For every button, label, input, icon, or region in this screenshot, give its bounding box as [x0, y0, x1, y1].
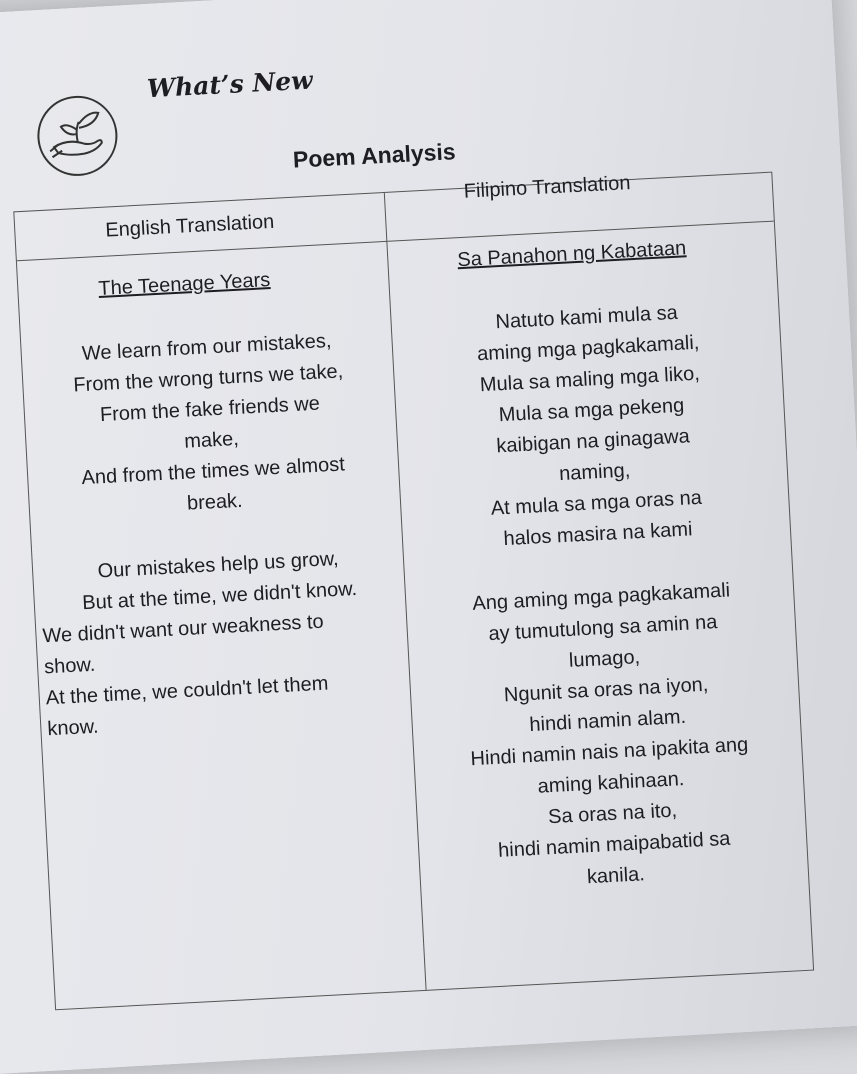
poem-line: show. [43, 653, 96, 679]
poem-line: hindi namin maipabatid sa [497, 827, 731, 862]
poem-line: We learn from our mistakes, [81, 329, 332, 365]
poem-line: aming kahinaan. [537, 768, 685, 798]
poem-line: At the time, we couldn't let them [45, 672, 329, 710]
poem-line: We didn't want our weakness to [41, 610, 325, 648]
english-poem-title: The Teenage Years [97, 269, 271, 301]
poem-line: From the fake friends we [99, 392, 321, 427]
poem-line: lumago, [568, 646, 641, 672]
poem-line: Hindi namin nais na ipakita ang [470, 733, 749, 771]
poem-line: aming mga pagkakamali, [476, 331, 700, 366]
poem-line: ay tumutulong sa amin na [487, 611, 718, 646]
english-column-header: English Translation [104, 210, 275, 242]
poem-line: Ngunit sa oras na iyon, [503, 673, 709, 707]
poem-line: Mula sa mga pekeng [498, 394, 685, 427]
poem-line: know. [46, 715, 100, 741]
poem-line: Our mistakes help us grow, [97, 547, 340, 583]
poem-line: Mula sa maling mga liko, [479, 362, 701, 397]
poem-line: naming, [558, 459, 631, 486]
poem-line: break. [186, 489, 244, 515]
poem-line: Ang aming mga pagkakamali [471, 579, 731, 615]
poem-line: Sa oras na ito, [547, 799, 678, 829]
poem-line: make, [183, 427, 240, 453]
poem-line: kanila. [586, 863, 646, 889]
poem-line: halos masira na kami [503, 518, 693, 551]
poem-line: Natuto kami mula sa [495, 301, 679, 334]
plant-in-hand-icon [35, 94, 119, 178]
poem-line: kaibigan na ginagawa [495, 425, 691, 458]
poem-table [13, 172, 814, 1011]
english-poem-lines [21, 323, 412, 746]
filipino-poem-lines [392, 292, 810, 901]
poem-line: And from the times we almost [81, 453, 346, 490]
filipino-column-header: Filipino Translation [463, 172, 631, 203]
poem-line: hindi namin alam. [528, 705, 687, 737]
poem-line: But at the time, we didn't know. [81, 577, 358, 615]
filipino-poem-title: Sa Panahon ng Kabataan [456, 237, 687, 272]
poem-line: At mula sa mga oras na [490, 486, 703, 520]
page-heading: What’s New [146, 65, 314, 104]
section-title: Poem Analysis [292, 138, 457, 173]
poem-line: From the wrong turns we take, [72, 360, 344, 397]
